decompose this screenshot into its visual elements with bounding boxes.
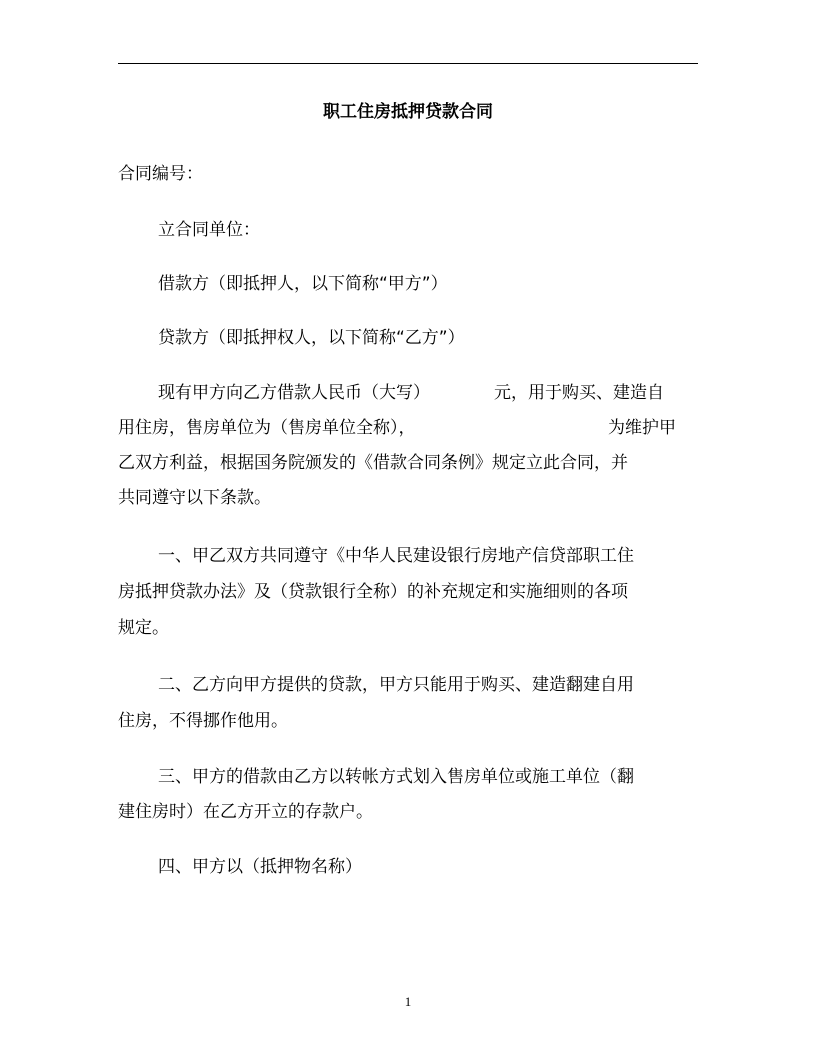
clause-3-line-2: 建住房时）在乙方开立的存款户。 — [118, 802, 373, 822]
clause-1-line-3: 规定。 — [118, 618, 169, 638]
borrower-line: 借款方（即抵押人，以下简称“甲方”） — [158, 274, 448, 294]
clause-3-line-1: 三、甲方的借款由乙方以转帐方式划入售房单位或施工单位（翻 — [158, 767, 634, 787]
header-rule — [118, 63, 698, 64]
intro-line-4: 共同遵守以下条款。 — [118, 488, 271, 508]
page-number: 1 — [404, 994, 412, 1009]
clause-1-line-1: 一、甲乙双方共同遵守《中华人民建设银行房地产信贷部职工住 — [158, 546, 634, 566]
clause-2-line-2: 住房，不得挪作他用。 — [118, 711, 288, 731]
document-title: 职工住房抵押贷款合同 — [323, 102, 493, 122]
clause-1-line-2: 房抵押贷款办法》及（贷款银行全称）的补充规定和实施细则的各项 — [118, 582, 628, 602]
intro-line-2a: 用住房，售房单位为（售房单位全称）， — [118, 418, 416, 438]
lender-line: 贷款方（即抵押权人，以下简称“乙方”） — [158, 328, 465, 348]
intro-line-1b: 元，用于购买、建造自 — [494, 383, 664, 403]
clause-4-line-1: 四、甲方以（抵押物名称） — [158, 857, 362, 877]
intro-line-1a: 现有甲方向乙方借款人民币（大写） — [158, 383, 430, 403]
contract-number-label: 合同编号： — [118, 164, 203, 184]
clause-2-line-1: 二、乙方向甲方提供的贷款，甲方只能用于购买、建造翻建自用 — [158, 675, 634, 695]
parties-label: 立合同单位： — [158, 220, 260, 240]
intro-line-3: 乙双方利益，根据国务院颁发的《借款合同条例》规定立此合同，并 — [118, 453, 628, 473]
intro-line-2b: 为维护甲 — [608, 418, 676, 438]
